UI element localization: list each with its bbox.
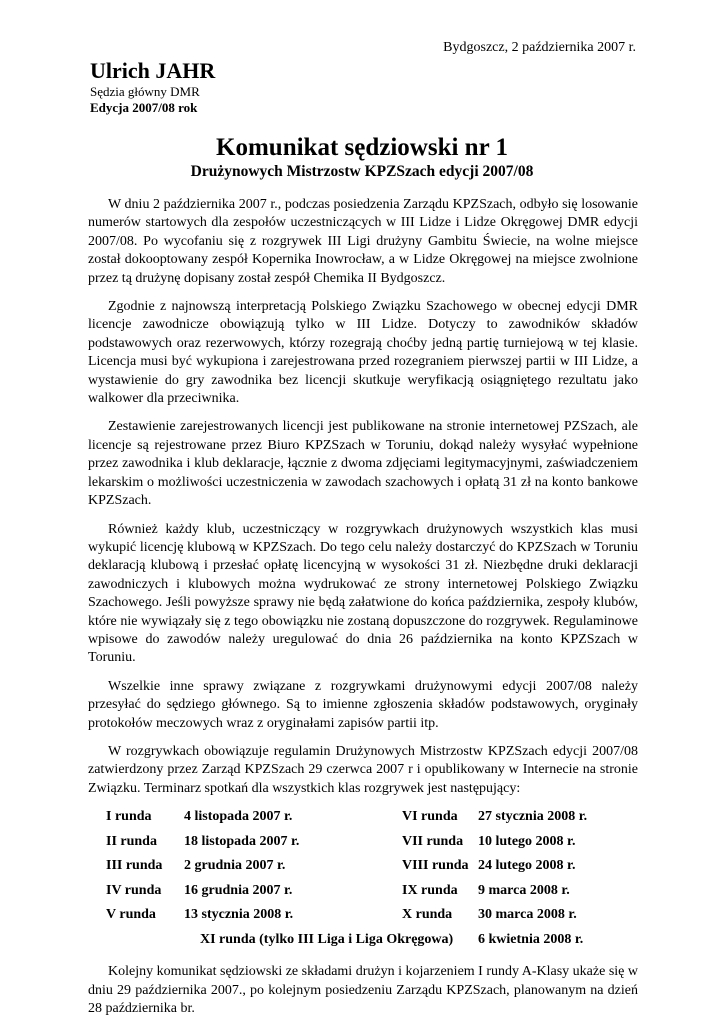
author-edition: Edycja 2007/08 rok [90, 100, 198, 115]
round-date: 30 marca 2008 r. [478, 907, 577, 923]
round-label: III runda [106, 858, 163, 874]
dateline: Bydgoszcz, 2 października 2007 r. [443, 40, 636, 55]
round-date: 6 kwietnia 2008 r. [478, 931, 584, 947]
round-label: VI runda [402, 809, 458, 825]
round-label: X runda [402, 907, 453, 923]
round-date: 27 stycznia 2008 r. [478, 809, 588, 825]
schedule-row [88, 833, 638, 858]
round-label: IV runda [106, 882, 162, 898]
document-body [88, 196, 638, 1028]
round-label: VIII runda [402, 858, 469, 874]
round-label: II runda [106, 833, 157, 849]
paragraph: Również każdy klub, uczestniczący w rozgrywkach drużynowych wszystkich klas musi wykupić licencję klubową w KPZSzach. Do tego celu należy dostarczyć do KPZSzach w Toruniu deklaracją klubową i przesłać opłatę licencyjną w wysokości 31 zł. Niezbędne druki deklaracji zawodniczych i klubowych można wydrukować ze strony internetowej Polskiego Związku Szachowego. Jeśli powyższe sprawy nie będą załatwione do końca października, zespoły klubów, które nie wywiązały się z tego obowiązku nie zostaną dopuszczone do rozgrywek. Regulaminowe wpisowe do zawodów należy uregulować do dnia 26 października na konto KPZSzach w Toruniu. [88, 521, 638, 666]
author-block [90, 58, 215, 116]
schedule-table [88, 808, 638, 955]
paragraph: Zgodnie z najnowszą interpretacją Polskiego Związku Szachowego w obecnej edycji DMR licencje zawodnicze obowiązują tylko w III Lidze. Dotyczy to zawodników składów podstawowych oraz rezerwowych, którzy rozegrają choćby jedną partię turniejową w tej klasie. Licencja musi być wykupiona i zarejestrowana przed rozegraniem pierwszej partii w III Lidze, a wystawienie do gry zawodnika bez licencji skutkuje weryfikacją osiągniętego rezultatu jako walkower dla przeciwnika. [88, 299, 638, 407]
round-label: IX runda [402, 882, 458, 898]
round-label: I runda [106, 809, 152, 825]
paragraph: Zestawienie zarejestrowanych licencji jest publikowane na stronie internetowej PZSzach, ale licencje są rejestrowane przez Biuro KPZSzach w Toruniu, dokąd należy wysyłać wypełnione przez zawodnika i klub deklaracje, łącznie z dwoma zdjęciami legitymacyjnymi, zaświadczeniem lekarskim o możliwości uczestniczenia w zawodach szachowych i opłatą 31 zł na konto bankowe KPZSzach. [88, 419, 638, 509]
round-label: XI runda (tylko III Liga i Liga Okręgowa) [200, 931, 454, 947]
round-date: 2 grudnia 2007 r. [184, 858, 286, 874]
round-label: V runda [106, 907, 156, 923]
author-name: Ulrich JAHR [90, 58, 216, 83]
round-label: VII runda [402, 833, 464, 849]
round-date: 10 lutego 2008 r. [478, 833, 576, 849]
schedule-row [88, 906, 638, 931]
schedule-row [88, 857, 638, 882]
schedule-row [88, 882, 638, 907]
schedule-row [88, 808, 638, 833]
author-role: Sędzia główny DMR [90, 84, 200, 99]
document-subtitle: Drużynowych Mistrzostw KPZSzach edycji 2007/08 [190, 163, 534, 180]
round-date: 24 lutego 2008 r. [478, 858, 576, 874]
paragraph: W rozgrywkach obowiązuje regulamin Drużynowych Mistrzostw KPZSzach edycji 2007/08 zatwierdzony przez Zarząd KPZSzach 29 czerwca 2007 r i opublikowany w Internecie na stronie Związku. Terminarz spotkań dla wszystkich klas rozgrywek jest następujący: [88, 743, 638, 796]
schedule-row-extra [88, 931, 638, 956]
paragraph: Wszelkie inne sprawy związane z rozgrywkami drużynowymi edycji 2007/08 należy przesyłać do sędziego głównego. Są to imienne zgłoszenia składów podstawowych, oryginały protokołów meczowych wraz z oryginałami zapisów partii itp. [88, 678, 638, 731]
round-date: 16 grudnia 2007 r. [184, 882, 293, 898]
round-date: 18 listopada 2007 r. [184, 833, 300, 849]
round-date: 13 stycznia 2008 r. [184, 907, 294, 923]
closing-paragraph: Kolejny komunikat sędziowski ze składami drużyn i kojarzeniem I rundy A-Klasy ukaże się w dniu 29 października 2007., po kolejnym posiedzeniu Zarządu KPZSzach, planowanym na dzień 28 października br. [88, 964, 638, 1016]
document-title: Komunikat sędziowski nr 1 [216, 134, 508, 161]
paragraph: W dniu 2 października 2007 r., podczas posiedzenia Zarządu KPZSzach, odbyło się losowanie numerów startowych dla zespołów uczestniczących w III Lidze i Lidze Okręgowej DMR edycji 2007/08. Po wycofaniu się z rozgrywek III Ligi drużyny Gambitu Świecie, na wolne miejsce został dokooptowany zespół Kopernika Inowrocław, a w Lidze Okręgowej na miejsce zwolnione przez tą drużynę dopisany został zespół Chemika II Bydgoszcz. [88, 197, 638, 286]
round-date: 4 listopada 2007 r. [184, 809, 293, 825]
round-date: 9 marca 2008 r. [478, 882, 570, 898]
